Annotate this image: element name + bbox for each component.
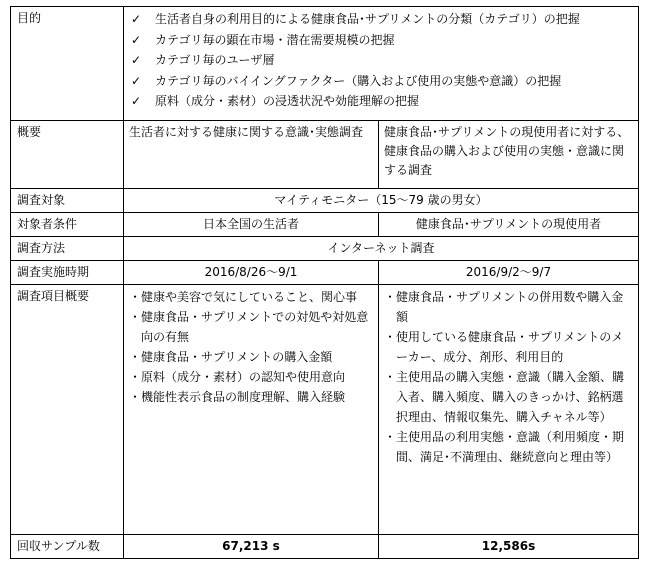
overview-left: 生活者に対する健康に関する意識･実態調査 xyxy=(124,121,379,189)
label-overview: 概要 xyxy=(11,121,124,189)
list-item: ・ 健康食品・サプリメントでの対処や対処意向の有無 xyxy=(129,307,373,347)
list-item: ・ 使用している健康食品・サプリメントのメーカー、成分、剤形、利用目的 xyxy=(384,327,633,367)
purpose-list-cell xyxy=(124,7,639,121)
purpose-item: ✓ カテゴリ毎の顕在市場・潜在需要規模の把握 xyxy=(129,30,633,51)
conditions-right: 健康食品･サプリメントの現使用者 xyxy=(379,213,639,237)
samples-right: 12,586s xyxy=(379,535,639,559)
bullet-icon: ・ xyxy=(129,390,142,404)
purpose-list xyxy=(129,9,633,112)
bullet-icon: ・ xyxy=(129,370,142,384)
bullet-icon: ・ xyxy=(129,350,142,364)
period-right: 2016/9/2～9/7 xyxy=(379,261,639,285)
items-overview-left xyxy=(124,285,379,535)
purpose-item: ✓ 原料（成分・素材）の浸透状況や効能理解の把握 xyxy=(129,91,633,112)
label-period: 調査実施時期 xyxy=(11,261,124,285)
row-items-overview xyxy=(11,285,639,535)
bullet-icon: ・ xyxy=(384,290,397,304)
list-item: ・ 健康や美容で気にしていること、関心事 xyxy=(129,287,373,307)
conditions-left: 日本全国の生活者 xyxy=(124,213,379,237)
bullet-icon: ・ xyxy=(129,310,142,324)
label-purpose: 目的 xyxy=(11,7,124,121)
purpose-item: ✓ カテゴリ毎のユーザ層 xyxy=(129,50,633,71)
row-method xyxy=(11,237,639,261)
list-item: ・ 健康食品・サプリメントの購入金額 xyxy=(129,347,373,367)
list-item: ・ 機能性表示食品の制度理解、購入経験 xyxy=(129,387,373,407)
purpose-item: ✓ カテゴリ毎のバイイングファクター（購入および使用の実態や意識）の把握 xyxy=(129,71,633,92)
survey-overview-table xyxy=(10,6,639,559)
bullet-icon: ・ xyxy=(384,430,397,444)
label-samples: 回収サンプル数 xyxy=(11,535,124,559)
overview-right: 健康食品･サプリメントの現使用者に対する、健康食品の購入および使用の実態・意識に関する調査 xyxy=(379,121,639,189)
row-target xyxy=(11,189,639,213)
label-items-overview: 調査項目概要 xyxy=(11,285,124,535)
check-icon: ✓ xyxy=(131,32,142,47)
check-icon: ✓ xyxy=(131,94,142,108)
row-purpose xyxy=(11,7,639,121)
method-value: インターネット調査 xyxy=(124,237,639,261)
bullet-icon: ・ xyxy=(129,290,142,304)
row-period xyxy=(11,261,639,285)
list-item: ・ 健康食品・サプリメントの併用数や購入金額 xyxy=(384,287,633,327)
items-left-list xyxy=(129,287,373,407)
bullet-icon: ・ xyxy=(384,370,397,384)
label-conditions: 対象者条件 xyxy=(11,213,124,237)
target-value: マイティモニター（15～79 歳の男女） xyxy=(124,189,639,213)
row-samples xyxy=(11,535,639,559)
label-method: 調査方法 xyxy=(11,237,124,261)
samples-left: 67,213 s xyxy=(124,535,379,559)
period-left: 2016/8/26～9/1 xyxy=(124,261,379,285)
list-item: ・ 主使用品の利用実態・意識（利用頻度・期間、満足･不満理由、継続意向と理由等） xyxy=(384,427,633,467)
list-item: ・ 主使用品の購入実態・意識（購入金額、購入者、購入頻度、購入のきっかけ、銘柄選択理由、情報収集先、購入チャネル等） xyxy=(384,367,633,427)
check-icon: ✓ xyxy=(131,12,142,26)
list-item: ・ 原料（成分・素材）の認知や使用意向 xyxy=(129,367,373,387)
check-icon: ✓ xyxy=(131,73,142,88)
purpose-item: ✓ 生活者自身の利用目的による健康食品･サプリメントの分類（カテゴリ）の把握 xyxy=(129,9,633,30)
label-target: 調査対象 xyxy=(11,189,124,213)
row-overview xyxy=(11,121,639,189)
items-overview-right xyxy=(379,285,639,535)
row-conditions xyxy=(11,213,639,237)
items-right-list xyxy=(384,287,633,467)
bullet-icon: ・ xyxy=(384,330,397,344)
check-icon: ✓ xyxy=(131,53,142,67)
